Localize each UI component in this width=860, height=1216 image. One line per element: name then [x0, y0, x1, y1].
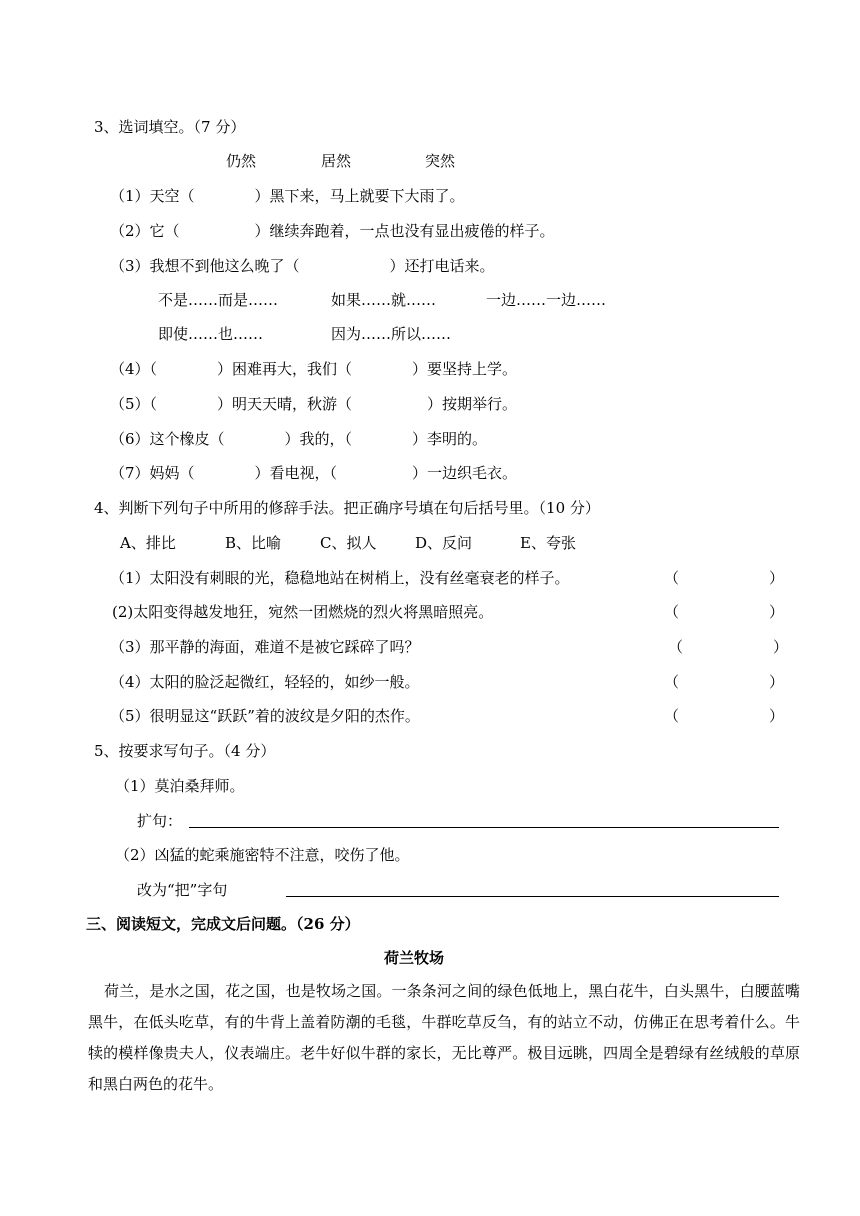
q4-option-e: E、夸张	[520, 534, 576, 552]
q3-heading: 3、选词填空。（7 分）	[94, 118, 246, 136]
q3-item-3: （3）我想不到他这么晚了（ ）还打电话来。	[110, 257, 495, 275]
q3-word-option: 仍然	[226, 152, 257, 170]
q4-answer-paren: （ ）	[664, 569, 785, 587]
q4-option-b: B、比喻	[225, 534, 282, 552]
q4-answer-paren: （ ）	[664, 673, 785, 691]
q3-item-4: （4）（ ）困难再大，我们（ ）要坚持上学。	[110, 360, 518, 378]
q5-item-2: （2）凶猛的蛇乘施密特不注意，咬伤了他。	[115, 846, 410, 864]
section3-heading: 三、阅读短文，完成文后问题。（26 分）	[86, 915, 360, 933]
q3-word-option: 如果……就……	[331, 291, 437, 309]
q4-answer-paren: （ ）	[664, 707, 785, 725]
q3-item-7: （7）妈妈（ ）看电视，（ ）一边织毛衣。	[110, 464, 518, 482]
q3-item-2: （2）它（ ）继续奔跑着，一点也没有显出疲倦的样子。	[110, 222, 555, 240]
q3-word-option: 突然	[425, 152, 456, 170]
q3-word-option: 不是……而是……	[158, 291, 279, 309]
q4-option-d: D、反问	[415, 534, 473, 552]
q5-answer-line-1[interactable]	[189, 827, 779, 828]
q4-item-5: （5）很明显这“跃跃”着的波纹是夕阳的杰作。	[110, 707, 420, 725]
q5-answer-line-2[interactable]	[286, 896, 779, 897]
q3-word-option: 一边……一边……	[486, 291, 607, 309]
q3-item-1: （1）天空（ ）黑下来，马上就要下大雨了。	[110, 187, 465, 205]
q4-answer-paren: （ ）	[668, 638, 789, 656]
q5-label-expand: 扩句：	[137, 812, 183, 830]
q4-heading: 4、判断下列句子中所用的修辞手法。把正确序号填在句后括号里。（10 分）	[94, 499, 600, 517]
q4-item-3: （3）那平静的海面，难道不是被它踩碎了吗？	[110, 638, 420, 656]
q4-item-2: (2)太阳变得越发地狂，宛然一团燃烧的烈火将黑暗照亮。	[112, 603, 494, 621]
passage-paragraph: 荷兰，是水之国，花之国，也是牧场之国。一条条河之间的绿色低地上，黑白花牛，白头黑牛，白腰蓝嘴黑牛，在低头吃草，有的牛背上盖着防潮的毛毯，牛群吃草反刍，有的站立不动，仿佛正在思考着什么。牛犊的模样像贵夫人，仪表端庄。老牛好似牛群的家长，无比尊严。极目远眺，四周全是碧绿有丝绒般的草原和黑白两色的花牛。	[88, 982, 800, 1093]
q4-item-4: （4）太阳的脸泛起微红，轻轻的，如纱一般。	[110, 673, 420, 691]
q5-heading: 5、按要求写句子。（4 分）	[94, 742, 276, 760]
q4-item-1: （1）太阳没有刺眼的光，稳稳地站在树梢上，没有丝毫衰老的样子。	[110, 569, 570, 587]
passage-title: 荷兰牧场	[384, 949, 445, 967]
q4-option-a: A、排比	[120, 534, 176, 552]
q3-word-option: 因为……所以……	[331, 325, 452, 343]
q3-word-option: 即使……也……	[158, 325, 264, 343]
q3-word-option: 居然	[321, 152, 352, 170]
q5-item-1: （1）莫泊桑拜师。	[115, 777, 245, 795]
q3-item-6: （6）这个橡皮（ ）我的，（ ）李明的。	[110, 430, 488, 448]
q3-item-5: （5）（ ）明天天晴，秋游（ ）按期举行。	[110, 395, 518, 413]
q5-label-ba: 改为“把”字句	[137, 881, 228, 899]
q4-answer-paren: （ ）	[664, 603, 785, 621]
q4-option-c: C、拟人	[320, 534, 377, 552]
